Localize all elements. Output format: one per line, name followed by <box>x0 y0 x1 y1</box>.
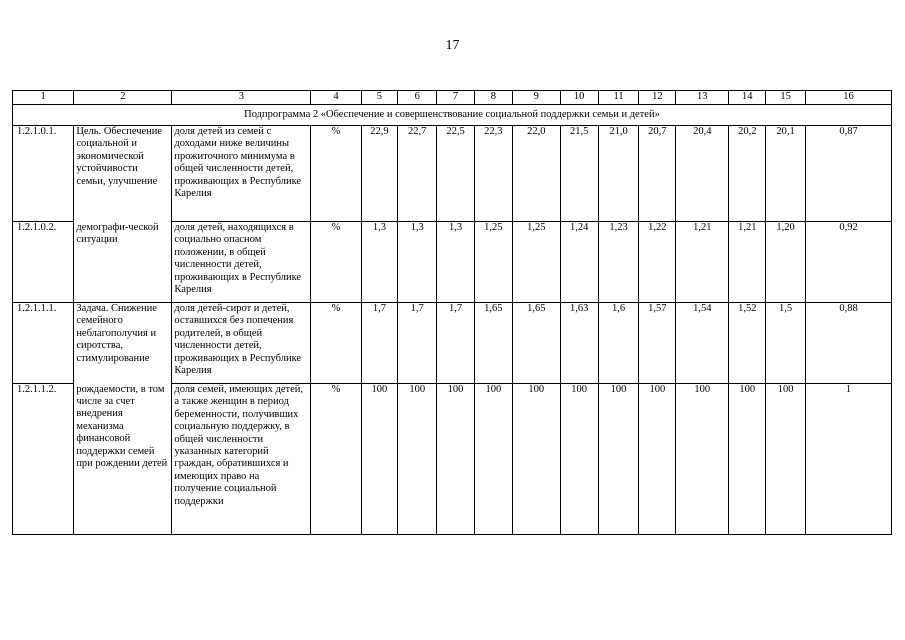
value-cell: 1,57 <box>639 303 676 384</box>
value-cell: 1,6 <box>598 303 639 384</box>
column-number: 16 <box>806 91 892 105</box>
value-cell: 100 <box>729 384 766 535</box>
column-number: 3 <box>172 91 311 105</box>
value-cell: 1,3 <box>361 222 398 303</box>
table-row <box>13 384 892 535</box>
value-cell: 1,52 <box>729 303 766 384</box>
value-cell: 21,5 <box>560 126 598 222</box>
column-number: 1 <box>13 91 74 105</box>
value-cell: 100 <box>676 384 729 535</box>
value-cell: 21,0 <box>598 126 639 222</box>
table-row <box>13 222 892 303</box>
value-cell: 100 <box>560 384 598 535</box>
row-code: 1.2.1.1.1. <box>13 303 74 384</box>
unit-cell: % <box>311 384 361 535</box>
table-row <box>13 126 892 222</box>
indicator-text: доля детей, находящихся в социально опасном положении, в общей численности детей, проживающих в Республике Карелия <box>172 222 311 303</box>
column-number: 2 <box>74 91 172 105</box>
value-cell: 1,7 <box>361 303 398 384</box>
value-cell: 1,25 <box>474 222 512 303</box>
column-number: 13 <box>676 91 729 105</box>
value-cell: 100 <box>766 384 806 535</box>
value-cell: 1,21 <box>676 222 729 303</box>
indicator-text: доля детей-сирот и детей, оставшихся без попечения родителей, в общей численности детей, проживающих в Республике Карелия <box>172 303 311 384</box>
value-cell: 1,25 <box>512 222 560 303</box>
value-cell: 1,7 <box>437 303 475 384</box>
goal-text: демографи-ческой ситуации <box>74 222 172 303</box>
value-cell: 1,23 <box>598 222 639 303</box>
value-cell: 1,20 <box>766 222 806 303</box>
column-number: 9 <box>512 91 560 105</box>
table-row <box>13 303 892 384</box>
column-number: 8 <box>474 91 512 105</box>
value-cell: 1,63 <box>560 303 598 384</box>
ratio-cell: 0,88 <box>806 303 892 384</box>
ratio-cell: 1 <box>806 384 892 535</box>
value-cell: 100 <box>639 384 676 535</box>
value-cell: 100 <box>598 384 639 535</box>
value-cell: 1,3 <box>437 222 475 303</box>
column-number: 4 <box>311 91 361 105</box>
value-cell: 1,3 <box>398 222 437 303</box>
value-cell: 22,0 <box>512 126 560 222</box>
row-code: 1.2.1.0.2. <box>13 222 74 303</box>
goal-text: рождаемости, в том числе за счет внедрения механизма финансовой поддержки семей при рождении детей <box>74 384 172 535</box>
value-cell: 1,65 <box>474 303 512 384</box>
ratio-cell: 0,92 <box>806 222 892 303</box>
indicators-table <box>12 90 892 535</box>
subprogram-title: Подпрограмма 2 «Обеспечение и совершенствование социальной поддержки семьи и детей» <box>13 105 892 126</box>
column-number: 15 <box>766 91 806 105</box>
unit-cell: % <box>311 222 361 303</box>
row-code: 1.2.1.1.2. <box>13 384 74 535</box>
column-numbers-row <box>13 91 892 105</box>
row-code: 1.2.1.0.1. <box>13 126 74 222</box>
column-number: 14 <box>729 91 766 105</box>
indicator-text: доля семей, имеющих детей, а также женщин в период беременности, получивших социальную поддержку, в общей численности указанных категорий граждан, обратившихся и имеющих право на получение социальной поддержки <box>172 384 311 535</box>
unit-cell: % <box>311 303 361 384</box>
value-cell: 1,24 <box>560 222 598 303</box>
subprogram-row <box>13 105 892 126</box>
value-cell: 1,21 <box>729 222 766 303</box>
value-cell: 22,9 <box>361 126 398 222</box>
value-cell: 20,4 <box>676 126 729 222</box>
indicator-text: доля детей из семей с доходами ниже величины прожиточного минимума в общей численности детей, проживающих в Республике Карелия <box>172 126 311 222</box>
value-cell: 1,5 <box>766 303 806 384</box>
value-cell: 22,5 <box>437 126 475 222</box>
value-cell: 20,2 <box>729 126 766 222</box>
column-number: 10 <box>560 91 598 105</box>
value-cell: 20,1 <box>766 126 806 222</box>
value-cell: 100 <box>512 384 560 535</box>
value-cell: 100 <box>398 384 437 535</box>
column-number: 6 <box>398 91 437 105</box>
value-cell: 100 <box>437 384 475 535</box>
column-number: 12 <box>639 91 676 105</box>
value-cell: 1,22 <box>639 222 676 303</box>
page-number: 17 <box>445 38 460 53</box>
unit-cell: % <box>311 126 361 222</box>
value-cell: 20,7 <box>639 126 676 222</box>
value-cell: 22,3 <box>474 126 512 222</box>
column-number: 11 <box>598 91 639 105</box>
value-cell: 1,7 <box>398 303 437 384</box>
goal-text: Цель. Обеспечение социальной и экономической устойчивости семьи, улучшение <box>74 126 172 222</box>
column-number: 7 <box>437 91 475 105</box>
ratio-cell: 0,87 <box>806 126 892 222</box>
value-cell: 100 <box>361 384 398 535</box>
value-cell: 22,7 <box>398 126 437 222</box>
value-cell: 1,65 <box>512 303 560 384</box>
column-number: 5 <box>361 91 398 105</box>
value-cell: 1,54 <box>676 303 729 384</box>
value-cell: 100 <box>474 384 512 535</box>
goal-text: Задача. Снижение семейного неблагополучия и сиротства, стимулирование <box>74 303 172 384</box>
